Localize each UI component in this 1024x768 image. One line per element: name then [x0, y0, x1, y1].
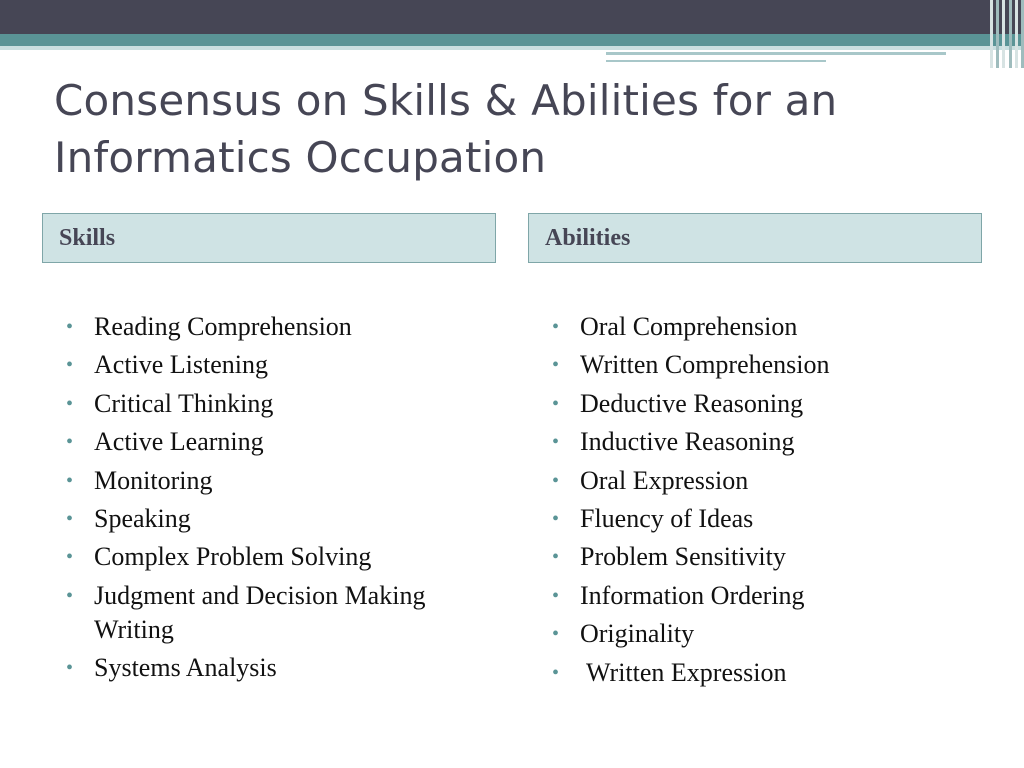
bullet-icon: •	[552, 623, 560, 646]
list-item-text: Problem Sensitivity	[580, 542, 786, 572]
bullet-icon: •	[552, 392, 560, 415]
list-item	[66, 651, 466, 685]
list-item	[66, 540, 466, 574]
bullet-icon: •	[66, 354, 74, 377]
list-item	[552, 617, 972, 651]
list-item	[66, 310, 466, 344]
skills-list	[66, 310, 466, 690]
list-item	[552, 579, 972, 613]
list-item-text: Deductive Reasoning	[580, 388, 804, 418]
bullet-icon: •	[66, 316, 74, 338]
bullet-icon: •	[66, 546, 74, 569]
bullet-icon: •	[552, 507, 560, 530]
bullet-icon: •	[552, 469, 560, 492]
bullet-icon: •	[66, 507, 74, 530]
list-item-text: Active Learning	[94, 427, 264, 457]
list-item-text: Oral Comprehension	[580, 312, 798, 341]
top-banner	[0, 0, 1024, 34]
abilities-header: Abilities	[528, 213, 982, 263]
list-item	[66, 348, 466, 382]
list-item	[552, 656, 972, 690]
list-item	[66, 579, 466, 647]
list-item-text: Fluency of Ideas	[580, 503, 754, 533]
list-item	[552, 348, 972, 382]
list-item-text: Monitoring	[94, 465, 213, 495]
list-item	[66, 502, 466, 536]
list-item	[552, 464, 972, 498]
list-item-text: Reading Comprehension	[94, 312, 352, 341]
list-item-text: Originality	[580, 619, 695, 649]
list-item-text: Written Comprehension	[580, 350, 830, 380]
list-item-text: Systems Analysis	[94, 653, 277, 683]
list-item-text: Active Listening	[94, 350, 269, 380]
list-item	[552, 310, 972, 344]
list-item-text: Speaking	[94, 503, 191, 533]
bullet-icon: •	[552, 354, 560, 377]
list-item	[552, 425, 972, 459]
list-item-text: Inductive Reasoning	[580, 427, 795, 457]
bullet-icon: •	[552, 431, 560, 454]
list-item	[66, 425, 466, 459]
teal-band	[0, 34, 1024, 46]
skills-header: Skills	[42, 213, 496, 263]
bullet-icon: •	[66, 431, 74, 454]
list-item-text: Judgment and Decision Making Writing	[94, 580, 426, 644]
list-item	[552, 387, 972, 421]
list-item-text: Oral Expression	[580, 465, 749, 495]
bullet-icon: •	[552, 584, 560, 607]
bullet-icon: •	[66, 469, 74, 492]
bullet-icon: •	[66, 657, 74, 680]
decorative-vertical-bars	[990, 0, 1024, 68]
slide-title: Consensus on Skills & Abilities for an Informatics Occupation	[54, 76, 838, 182]
list-item	[66, 387, 466, 421]
list-item-text: Critical Thinking	[94, 388, 274, 418]
list-item-text: Written Expression	[580, 657, 787, 687]
bullet-icon: •	[552, 316, 560, 338]
light-band	[0, 46, 1024, 50]
bullet-icon: •	[552, 546, 560, 569]
decorative-stripe	[606, 60, 826, 62]
bullet-icon: •	[66, 392, 74, 415]
list-item	[552, 502, 972, 536]
bullet-icon: •	[552, 661, 560, 684]
list-item	[552, 540, 972, 574]
list-item	[66, 464, 466, 498]
list-item-text: Information Ordering	[580, 580, 805, 610]
abilities-list	[552, 310, 972, 694]
decorative-stripe	[606, 52, 946, 55]
list-item-text: Complex Problem Solving	[94, 542, 372, 572]
bullet-icon: •	[66, 584, 74, 607]
